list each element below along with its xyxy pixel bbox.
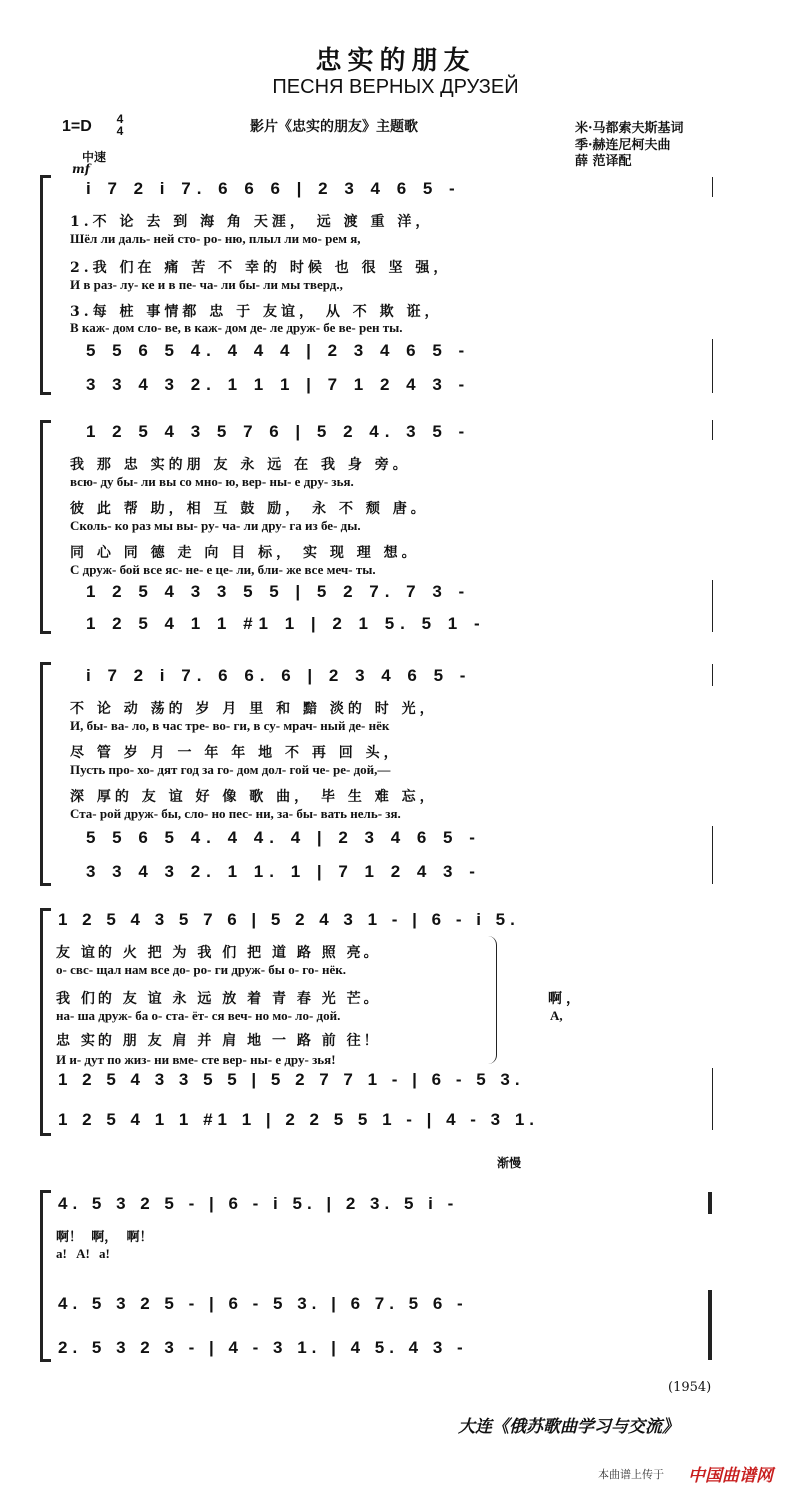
final-barline <box>708 1290 712 1360</box>
score-system-3 <box>40 662 720 886</box>
time-signature-top: 4 <box>116 112 124 126</box>
barline <box>712 826 713 884</box>
side-lyric-cn: 啊， <box>548 991 584 1007</box>
score-system-1 <box>40 175 720 395</box>
barline <box>712 177 713 197</box>
lyrics-ru-verse-3: С друж- бой все яс- не- е це- ли, бли- же все меч- ты. <box>70 562 376 577</box>
lyrics-cn-verse-2: 尽 管 岁 月 一 年 年 地 不 再 回 头， <box>70 745 402 761</box>
system-bracket <box>40 662 51 886</box>
barline <box>712 580 713 632</box>
lyrics-ru-verse-2: И в раз- лу- ке и в пе- ча- ли бы- ли мы тверд., <box>70 277 343 292</box>
score-system-4 <box>40 908 720 1136</box>
alto-line: 1 2 5 4 3 3 5 5 | 5 2 7. 7 3 - <box>86 582 471 601</box>
melody-line: 1 2 5 4 3 5 7 6 | 5 2 4 3 1 - | 6 - i 5. <box>58 910 520 929</box>
lyrics-cn-verse-3: 深 厚的 友 谊 好 像 歌 曲， 毕 生 难 忘， <box>70 789 438 805</box>
system-bracket <box>40 420 51 634</box>
melody-line: i 7 2 i 7. 6 6. 6 | 2 3 4 6 5 - <box>86 666 472 685</box>
dynamic-marking: mf <box>72 162 90 176</box>
title-chinese: 忠实的朋友 <box>315 46 476 76</box>
bass-line: 1 2 5 4 1 1 #1 1 | 2 1 5. 5 1 - <box>86 614 486 633</box>
melody-line: 4. 5 3 2 5 - | 6 - i 5. | 2 3. 5 i - <box>58 1194 459 1213</box>
upload-note: 本曲谱上传于 <box>598 1469 664 1481</box>
alto-line: 4. 5 3 2 5 - | 6 - 5 3. | 6 7. 5 6 - <box>58 1294 468 1313</box>
melody-line: 1 2 5 4 3 5 7 6 | 5 2 4. 3 5 - <box>86 422 471 441</box>
lyrics-ru-verse-3: Ста- рой друж- бы, сло- но пес- ни, за- бы- вать нель- зя. <box>70 806 401 821</box>
barline <box>712 664 713 686</box>
lyrics-ru-verse-1: всю- ду бы- ли вы со мно- ю, вер- ны- е дру- зья. <box>70 474 354 489</box>
title-russian: ПЕСНЯ ВЕРНЫХ ДРУЗЕЙ <box>272 76 519 98</box>
barline <box>712 1068 713 1130</box>
lyrics-ru-verse-1: Шёл ли даль- ней сто- ро- ню, плыл ли мо- рем я, <box>70 231 361 246</box>
time-signature <box>114 113 126 137</box>
score-system-2 <box>40 420 720 634</box>
lyrics-cn-verse-2: 2.我 们在 痛 苦 不 幸的 时候 也 很 坚 强， <box>70 260 452 276</box>
barline <box>712 420 713 440</box>
system-bracket <box>40 908 51 1136</box>
bass-line: 3 3 4 3 2. 1 1 1 | 7 1 2 4 3 - <box>86 375 471 394</box>
credit-translation: 薛 范译配 <box>575 154 632 169</box>
alto-line: 1 2 5 4 3 3 5 5 | 5 2 7 7 1 - | 6 - 5 3. <box>58 1070 525 1089</box>
site-logo: 中国曲谱网 <box>688 1466 773 1485</box>
lyrics-cn-verse-1: 1.不 论 去 到 海 角 天涯， 远 渡 重 洋， <box>70 214 434 230</box>
score-system-5 <box>40 1190 720 1362</box>
system-bracket <box>40 1190 51 1362</box>
lyrics-ru-verse-2: на- ша друж- ба о- ста- ёт- ся веч- но мо- ло- дой. <box>56 1008 341 1023</box>
lyrics-ru-verse-3: И и- дут по жиз- ни вме- сте вер- ны- е дру- зья! <box>56 1052 336 1067</box>
lyrics-cn-verse-3: 同 心 同 德 走 向 目 标， 实 现 理 想。 <box>70 545 420 561</box>
lyrics-ru-exclamation: а! А! а! <box>56 1246 110 1261</box>
key-signature: 1=D <box>62 118 92 135</box>
lyrics-ru-verse-2: Пусть про- хо- дят год за го- дом дол- гой че- ре- дой,— <box>70 762 391 777</box>
lyrics-cn-verse-3: 3.每 桩 事情都 忠 于 友谊， 从 不 欺 诳， <box>70 304 443 320</box>
lyrics-cn-verse-2: 彼 此 帮 助，相 互 鼓 励， 永 不 颓 唐。 <box>70 501 429 517</box>
lyrics-ru-verse-3: В каж- дом сло- ве, в каж- дом де- ле друж- бе ве- рен ты. <box>70 320 403 335</box>
tempo-slowing-marking: 渐慢 <box>497 1156 522 1170</box>
final-barline <box>708 1192 712 1214</box>
tempo-marking: 中速 <box>82 150 107 164</box>
side-lyric-ru: А, <box>550 1008 563 1023</box>
lyrics-ru-verse-1: И, бы- ва- ло, в час тре- во- ги, в су- мрач- ный де- нёк <box>70 718 390 733</box>
lyrics-cn-verse-1: 我 那 忠 实的朋 友 永 远 在 我 身 旁。 <box>70 457 411 473</box>
credit-lyrics: 米·马都索夫斯基词 <box>575 121 684 136</box>
bass-line: 3 3 4 3 2. 1 1. 1 | 7 1 2 4 3 - <box>86 862 481 881</box>
bass-line: 1 2 5 4 1 1 #1 1 | 2 2 5 5 1 - | 4 - 3 1. <box>58 1110 540 1129</box>
lyrics-cn-exclamation: 啊！ 啊， 啊！ <box>56 1229 153 1244</box>
melody-line: i 7 2 i 7. 6 6 6 | 2 3 4 6 5 - <box>86 179 461 198</box>
subtitle: 影片《忠实的朋友》主题歌 <box>250 119 418 135</box>
time-signature-bottom: 4 <box>116 124 124 138</box>
year-label: (1954) <box>668 1380 712 1395</box>
system-bracket <box>40 175 51 395</box>
bass-line: 2. 5 3 2 3 - | 4 - 3 1. | 4 5. 4 3 - <box>58 1338 468 1357</box>
lyrics-cn-verse-2: 我 们的 友 谊 永 远 放 着 青 春 光 芒。 <box>56 991 381 1007</box>
alto-line: 5 5 6 5 4. 4 4 4 | 2 3 4 6 5 - <box>86 341 471 360</box>
lyrics-cn-verse-1: 不 论 动 荡的 岁 月 里 和 黯 淡的 时 光， <box>70 701 438 717</box>
lyrics-ru-verse-1: о- свс- щал нам все до- ро- ги друж- бы о- го- нёк. <box>56 962 346 977</box>
credit-music: 季·赫连尼柯夫曲 <box>575 138 671 153</box>
lyrics-cn-verse-3: 忠 实的 朋 友 肩 并 肩 地 一 路 前 往！ <box>56 1033 381 1049</box>
lyrics-cn-verse-1: 友 谊的 火 把 为 我 们 把 道 路 照 亮。 <box>56 945 381 961</box>
lyrics-ru-verse-2: Сколь- ко раз мы вы- ру- ча- ли дру- га из бе- ды. <box>70 518 361 533</box>
alto-line: 5 5 6 5 4. 4 4. 4 | 2 3 4 6 5 - <box>86 828 481 847</box>
barline <box>712 339 713 393</box>
source-caption: 大连《俄苏歌曲学习与交流》 <box>458 1417 679 1437</box>
lyrics-brace <box>488 936 497 1064</box>
